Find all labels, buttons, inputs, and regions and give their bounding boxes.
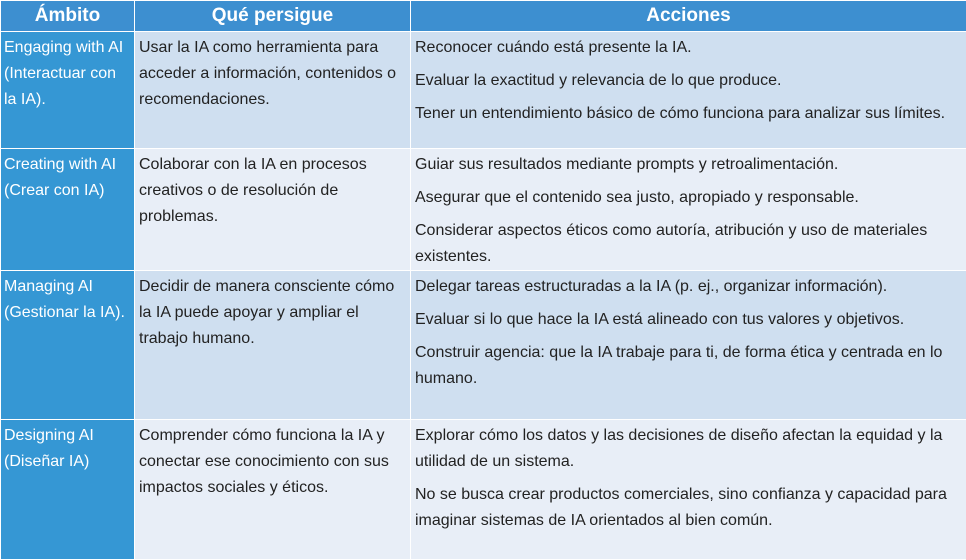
ambito-cell: Designing AI (Diseñar IA) (1, 420, 135, 560)
accion-item: Delegar tareas estructuradas a la IA (p. ej., organizar información). (415, 274, 962, 300)
persigue-cell: Comprender cómo funciona la IA y conectar ese conocimiento con sus impactos sociales y éticos. (135, 420, 411, 560)
acciones-cell (411, 271, 966, 420)
accion-item: No se busca crear productos comerciales, sino confianza y capacidad para imaginar sistemas de IA orientados al bien común. (415, 482, 962, 534)
accion-item: Tener un entendimiento básico de cómo funciona para analizar sus límites. (415, 101, 962, 127)
header-row (1, 1, 966, 32)
acciones-cell (411, 420, 966, 560)
ambito-cell: Managing AI (Gestionar la IA). (1, 271, 135, 420)
accion-item: Evaluar la exactitud y relevancia de lo que produce. (415, 68, 962, 94)
persigue-cell: Decidir de manera consciente cómo la IA puede apoyar y ampliar el trabajo humano. (135, 271, 411, 420)
header-que-persigue: Qué persigue (135, 1, 411, 32)
accion-item: Asegurar que el contenido sea justo, apropiado y responsable. (415, 185, 962, 211)
acciones-cell (411, 149, 966, 271)
table-row (1, 271, 966, 420)
acciones-cell (411, 32, 966, 149)
ambito-cell: Creating with AI (Crear con IA) (1, 149, 135, 271)
accion-item: Construir agencia: que la IA trabaje para ti, de forma ética y centrada en lo humano. (415, 340, 962, 392)
persigue-cell: Usar la IA como herramienta para acceder a información, contenidos o recomendaciones. (135, 32, 411, 149)
accion-item: Evaluar si lo que hace la IA está alineado con tus valores y objetivos. (415, 307, 962, 333)
persigue-cell: Colaborar con la IA en procesos creativos o de resolución de problemas. (135, 149, 411, 271)
table-row (1, 420, 966, 560)
accion-item: Explorar cómo los datos y las decisiones de diseño afectan la equidad y la utilidad de un sistema. (415, 423, 962, 475)
ambito-cell: Engaging with AI (Interactuar con la IA). (1, 32, 135, 149)
accion-item: Guiar sus resultados mediante prompts y retroalimentación. (415, 152, 962, 178)
table-row (1, 149, 966, 271)
accion-item: Considerar aspectos éticos como autoría, atribución y uso de materiales existentes. (415, 218, 962, 270)
table-row (1, 32, 966, 149)
accion-item: Reconocer cuándo está presente la IA. (415, 35, 962, 61)
header-acciones: Acciones (411, 1, 966, 32)
header-ambito: Ámbito (1, 1, 135, 32)
